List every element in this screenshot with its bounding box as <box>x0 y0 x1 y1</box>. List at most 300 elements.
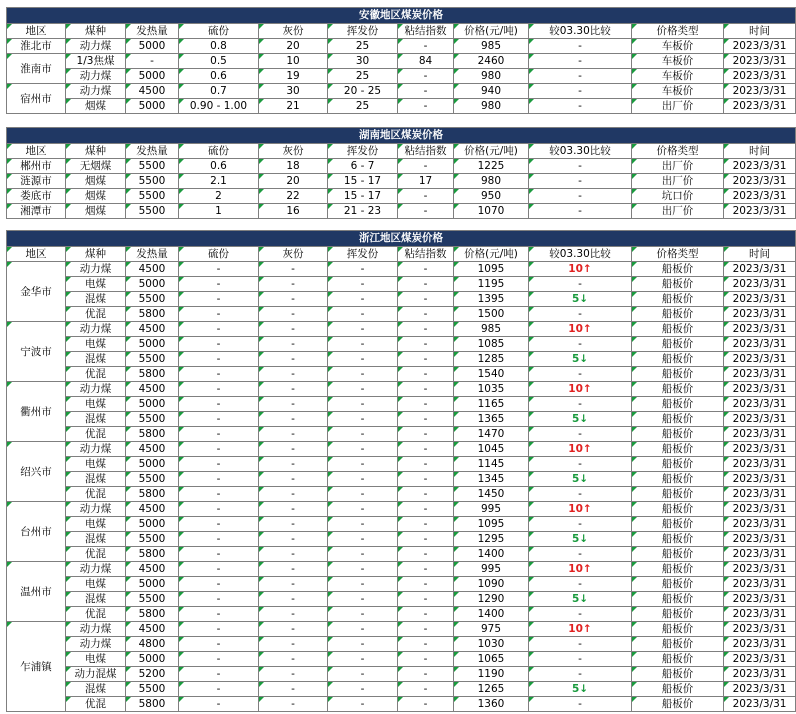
price-cell: 1365 <box>454 412 529 427</box>
date-cell: 2023/3/31 <box>724 547 796 562</box>
heat-value-cell: 4500 <box>126 382 179 397</box>
date-cell: 2023/3/31 <box>724 652 796 667</box>
coal-type-cell: 优混 <box>66 307 126 322</box>
price-type-cell: 船板价 <box>632 307 724 322</box>
column-header: 时间 <box>724 247 796 262</box>
price-cell: 980 <box>454 99 529 114</box>
table-row <box>7 322 796 337</box>
price-type-cell: 船板价 <box>632 442 724 457</box>
change-value: 5 <box>571 293 580 305</box>
table-row <box>7 652 796 667</box>
change-value: 5 <box>571 533 580 545</box>
date-cell: 2023/3/31 <box>724 622 796 637</box>
caking-index-cell: - <box>398 352 454 367</box>
date-cell: 2023/3/31 <box>724 412 796 427</box>
ash-cell: - <box>259 562 328 577</box>
ash-cell: - <box>259 592 328 607</box>
table-row <box>7 577 796 592</box>
volatile-cell: - <box>328 652 398 667</box>
caking-index-cell: - <box>398 637 454 652</box>
region-cell: 绍兴市 <box>7 442 66 502</box>
coal-type-cell: 1/3焦煤 <box>66 54 126 69</box>
coal-type-cell: 混煤 <box>66 532 126 547</box>
price-cell: 2460 <box>454 54 529 69</box>
date-cell: 2023/3/31 <box>724 322 796 337</box>
coal-type-cell: 无烟煤 <box>66 159 126 174</box>
change-cell: - <box>529 577 632 592</box>
heat-value-cell: 5800 <box>126 307 179 322</box>
date-cell: 2023/3/31 <box>724 517 796 532</box>
column-header: 价格类型 <box>632 144 724 159</box>
ash-cell: - <box>259 502 328 517</box>
caking-index-cell: - <box>398 412 454 427</box>
price-type-cell: 船板价 <box>632 517 724 532</box>
heat-value-cell: 5800 <box>126 607 179 622</box>
date-cell: 2023/3/31 <box>724 532 796 547</box>
arrow-up-icon: ↑ <box>582 263 592 275</box>
heat-value-cell: 5000 <box>126 69 179 84</box>
region-cell: 涟源市 <box>7 174 66 189</box>
sulfur-cell: 0.90 - 1.00 <box>179 99 259 114</box>
region-cell: 乍浦镇 <box>7 622 66 712</box>
price-cell: 1145 <box>454 457 529 472</box>
date-cell: 2023/3/31 <box>724 39 796 54</box>
sulfur-cell: - <box>179 607 259 622</box>
volatile-cell: - <box>328 442 398 457</box>
zhejiang-price-table <box>6 230 796 712</box>
column-header: 地区 <box>7 247 66 262</box>
sulfur-cell: - <box>179 667 259 682</box>
price-type-cell: 车板价 <box>632 39 724 54</box>
column-header: 粘结指数 <box>398 144 454 159</box>
table-row <box>7 472 796 487</box>
volatile-cell: - <box>328 517 398 532</box>
column-header: 时间 <box>724 144 796 159</box>
heat-value-cell: 5500 <box>126 532 179 547</box>
column-header: 粘结指数 <box>398 24 454 39</box>
change-value: 5 <box>571 683 580 695</box>
heat-value-cell: 5200 <box>126 667 179 682</box>
heat-value-cell: 5000 <box>126 99 179 114</box>
coal-type-cell: 电煤 <box>66 337 126 352</box>
heat-value-cell: 5500 <box>126 189 179 204</box>
arrow-down-icon: ↓ <box>579 413 589 425</box>
caking-index-cell: - <box>398 292 454 307</box>
change-cell: - <box>529 697 632 712</box>
volatile-cell: - <box>328 697 398 712</box>
table-title: 安徽地区煤炭价格 <box>7 8 796 24</box>
change-cell <box>529 442 632 457</box>
heat-value-cell: 5800 <box>126 427 179 442</box>
coal-type-cell: 电煤 <box>66 277 126 292</box>
column-header: 地区 <box>7 144 66 159</box>
column-header: 煤种 <box>66 247 126 262</box>
sulfur-cell: - <box>179 487 259 502</box>
ash-cell: - <box>259 292 328 307</box>
change-cell: - <box>529 397 632 412</box>
date-cell: 2023/3/31 <box>724 367 796 382</box>
heat-value-cell: 5500 <box>126 292 179 307</box>
price-cell: 1400 <box>454 547 529 562</box>
column-header: 较03.30比较 <box>529 144 632 159</box>
table-row <box>7 39 796 54</box>
sulfur-cell: 0.6 <box>179 69 259 84</box>
coal-type-cell: 优混 <box>66 487 126 502</box>
coal-type-cell: 动力煤 <box>66 442 126 457</box>
arrow-down-icon: ↓ <box>579 293 589 305</box>
volatile-cell: 30 <box>328 54 398 69</box>
change-cell: - <box>529 337 632 352</box>
change-cell: - <box>529 174 632 189</box>
price-cell: 980 <box>454 69 529 84</box>
ash-cell: - <box>259 427 328 442</box>
table-row <box>7 84 796 99</box>
column-header: 价格(元/吨) <box>454 144 529 159</box>
change-cell: - <box>529 652 632 667</box>
coal-type-cell: 混煤 <box>66 412 126 427</box>
caking-index-cell: - <box>398 577 454 592</box>
date-cell: 2023/3/31 <box>724 292 796 307</box>
table-row <box>7 337 796 352</box>
ash-cell: - <box>259 397 328 412</box>
volatile-cell: - <box>328 457 398 472</box>
column-header: 灰份 <box>259 247 328 262</box>
ash-cell: 18 <box>259 159 328 174</box>
price-type-cell: 出厂价 <box>632 159 724 174</box>
change-cell: - <box>529 487 632 502</box>
caking-index-cell: - <box>398 667 454 682</box>
caking-index-cell: - <box>398 69 454 84</box>
volatile-cell: - <box>328 502 398 517</box>
caking-index-cell: - <box>398 204 454 219</box>
change-cell <box>529 502 632 517</box>
ash-cell: - <box>259 682 328 697</box>
volatile-cell: - <box>328 682 398 697</box>
caking-index-cell: 84 <box>398 54 454 69</box>
change-value: 10 <box>568 443 583 455</box>
volatile-cell: 15 - 17 <box>328 189 398 204</box>
table-row <box>7 547 796 562</box>
coal-type-cell: 混煤 <box>66 682 126 697</box>
table-row <box>7 637 796 652</box>
table-row <box>7 307 796 322</box>
sulfur-cell: - <box>179 697 259 712</box>
ash-cell: - <box>259 532 328 547</box>
table-row <box>7 397 796 412</box>
ash-cell: - <box>259 367 328 382</box>
table-row <box>7 592 796 607</box>
price-cell: 985 <box>454 322 529 337</box>
coal-type-cell: 混煤 <box>66 592 126 607</box>
caking-index-cell: - <box>398 502 454 517</box>
heat-value-cell: 5000 <box>126 277 179 292</box>
heat-value-cell: 5000 <box>126 577 179 592</box>
caking-index-cell: - <box>398 532 454 547</box>
price-type-cell: 船板价 <box>632 487 724 502</box>
volatile-cell: - <box>328 577 398 592</box>
table-row <box>7 682 796 697</box>
price-type-cell: 船板价 <box>632 682 724 697</box>
caking-index-cell: - <box>398 189 454 204</box>
arrow-down-icon: ↓ <box>579 533 589 545</box>
arrow-down-icon: ↓ <box>579 473 589 485</box>
table-row <box>7 562 796 577</box>
caking-index-cell: - <box>398 427 454 442</box>
change-cell <box>529 352 632 367</box>
change-cell: - <box>529 84 632 99</box>
anhui-price-table <box>6 7 796 114</box>
volatile-cell: - <box>328 367 398 382</box>
ash-cell: - <box>259 337 328 352</box>
price-type-cell: 船板价 <box>632 382 724 397</box>
change-cell: - <box>529 307 632 322</box>
change-cell: - <box>529 159 632 174</box>
table-row <box>7 367 796 382</box>
table-row <box>7 69 796 84</box>
hunan-price-table <box>6 127 796 219</box>
caking-index-cell: 17 <box>398 174 454 189</box>
price-type-cell: 船板价 <box>632 352 724 367</box>
coal-type-cell: 烟煤 <box>66 189 126 204</box>
sulfur-cell: - <box>179 352 259 367</box>
date-cell: 2023/3/31 <box>724 204 796 219</box>
price-type-cell: 出厂价 <box>632 204 724 219</box>
price-cell: 1195 <box>454 277 529 292</box>
coal-type-cell: 优混 <box>66 697 126 712</box>
price-cell: 1295 <box>454 532 529 547</box>
price-cell: 1500 <box>454 307 529 322</box>
caking-index-cell: - <box>398 84 454 99</box>
price-type-cell: 船板价 <box>632 562 724 577</box>
table-row <box>7 174 796 189</box>
ash-cell: 30 <box>259 84 328 99</box>
change-value: 10 <box>568 323 583 335</box>
volatile-cell: 20 - 25 <box>328 84 398 99</box>
table-row <box>7 54 796 69</box>
caking-index-cell: - <box>398 277 454 292</box>
column-header: 较03.30比较 <box>529 24 632 39</box>
price-cell: 1165 <box>454 397 529 412</box>
sulfur-cell: 0.8 <box>179 39 259 54</box>
change-cell: - <box>529 457 632 472</box>
region-cell: 宿州市 <box>7 84 66 114</box>
price-cell: 1290 <box>454 592 529 607</box>
table-row <box>7 189 796 204</box>
column-header-row <box>7 247 796 262</box>
price-type-cell: 船板价 <box>632 457 724 472</box>
arrow-down-icon: ↓ <box>579 353 589 365</box>
price-type-cell: 船板价 <box>632 292 724 307</box>
date-cell: 2023/3/31 <box>724 592 796 607</box>
change-cell: - <box>529 607 632 622</box>
heat-value-cell: 5000 <box>126 517 179 532</box>
sulfur-cell: - <box>179 517 259 532</box>
coal-type-cell: 优混 <box>66 547 126 562</box>
heat-value-cell: 5500 <box>126 159 179 174</box>
sulfur-cell: - <box>179 382 259 397</box>
date-cell: 2023/3/31 <box>724 352 796 367</box>
change-cell <box>529 412 632 427</box>
change-value: 5 <box>571 593 580 605</box>
column-header: 价格(元/吨) <box>454 24 529 39</box>
table-title-row <box>7 8 796 24</box>
sulfur-cell: - <box>179 652 259 667</box>
ash-cell: - <box>259 607 328 622</box>
ash-cell: - <box>259 352 328 367</box>
region-cell: 淮南市 <box>7 54 66 84</box>
change-cell <box>529 592 632 607</box>
change-cell: - <box>529 517 632 532</box>
coal-type-cell: 优混 <box>66 367 126 382</box>
caking-index-cell: - <box>398 39 454 54</box>
region-cell: 淮北市 <box>7 39 66 54</box>
price-cell: 985 <box>454 39 529 54</box>
volatile-cell: 15 - 17 <box>328 174 398 189</box>
caking-index-cell: - <box>398 622 454 637</box>
change-value: 10 <box>568 563 583 575</box>
volatile-cell: 25 <box>328 39 398 54</box>
table-row <box>7 487 796 502</box>
date-cell: 2023/3/31 <box>724 84 796 99</box>
price-cell: 995 <box>454 502 529 517</box>
table-row <box>7 427 796 442</box>
price-cell: 1360 <box>454 697 529 712</box>
date-cell: 2023/3/31 <box>724 637 796 652</box>
volatile-cell: - <box>328 337 398 352</box>
volatile-cell: - <box>328 547 398 562</box>
date-cell: 2023/3/31 <box>724 307 796 322</box>
price-cell: 1030 <box>454 637 529 652</box>
sulfur-cell: - <box>179 622 259 637</box>
volatile-cell: - <box>328 607 398 622</box>
price-cell: 1035 <box>454 382 529 397</box>
coal-type-cell: 动力煤 <box>66 637 126 652</box>
sulfur-cell: - <box>179 547 259 562</box>
sulfur-cell: - <box>179 307 259 322</box>
sulfur-cell: - <box>179 577 259 592</box>
region-cell: 衢州市 <box>7 382 66 442</box>
ash-cell: - <box>259 412 328 427</box>
caking-index-cell: - <box>398 397 454 412</box>
coal-type-cell: 电煤 <box>66 577 126 592</box>
volatile-cell: - <box>328 382 398 397</box>
sulfur-cell: - <box>179 292 259 307</box>
coal-type-cell: 动力煤 <box>66 84 126 99</box>
price-cell: 940 <box>454 84 529 99</box>
column-header: 地区 <box>7 24 66 39</box>
column-header: 较03.30比较 <box>529 247 632 262</box>
price-cell: 1225 <box>454 159 529 174</box>
caking-index-cell: - <box>398 652 454 667</box>
price-type-cell: 船板价 <box>632 652 724 667</box>
change-cell: - <box>529 189 632 204</box>
caking-index-cell: - <box>398 682 454 697</box>
arrow-up-icon: ↑ <box>582 623 592 635</box>
heat-value-cell: 5500 <box>126 204 179 219</box>
change-cell: - <box>529 667 632 682</box>
volatile-cell: - <box>328 397 398 412</box>
change-cell <box>529 472 632 487</box>
sulfur-cell: - <box>179 322 259 337</box>
ash-cell: 21 <box>259 99 328 114</box>
price-type-cell: 车板价 <box>632 84 724 99</box>
date-cell: 2023/3/31 <box>724 667 796 682</box>
price-type-cell: 船板价 <box>632 322 724 337</box>
change-cell: - <box>529 39 632 54</box>
heat-value-cell: 5800 <box>126 487 179 502</box>
date-cell: 2023/3/31 <box>724 682 796 697</box>
table-row <box>7 532 796 547</box>
volatile-cell: - <box>328 667 398 682</box>
date-cell: 2023/3/31 <box>724 337 796 352</box>
coal-type-cell: 烟煤 <box>66 99 126 114</box>
date-cell: 2023/3/31 <box>724 54 796 69</box>
column-header: 价格类型 <box>632 24 724 39</box>
volatile-cell: - <box>328 562 398 577</box>
heat-value-cell: 5000 <box>126 652 179 667</box>
ash-cell: - <box>259 277 328 292</box>
volatile-cell: - <box>328 487 398 502</box>
table-title-row <box>7 128 796 144</box>
date-cell: 2023/3/31 <box>724 262 796 277</box>
price-cell: 995 <box>454 562 529 577</box>
date-cell: 2023/3/31 <box>724 427 796 442</box>
price-cell: 1400 <box>454 607 529 622</box>
coal-type-cell: 动力煤 <box>66 562 126 577</box>
sulfur-cell: 0.6 <box>179 159 259 174</box>
arrow-up-icon: ↑ <box>582 443 592 455</box>
column-header-row <box>7 144 796 159</box>
ash-cell: - <box>259 307 328 322</box>
volatile-cell: 25 <box>328 99 398 114</box>
heat-value-cell: 4500 <box>126 622 179 637</box>
sulfur-cell: 0.5 <box>179 54 259 69</box>
date-cell: 2023/3/31 <box>724 607 796 622</box>
column-header: 煤种 <box>66 144 126 159</box>
volatile-cell: - <box>328 532 398 547</box>
sulfur-cell: - <box>179 262 259 277</box>
column-header: 价格类型 <box>632 247 724 262</box>
ash-cell: - <box>259 622 328 637</box>
sulfur-cell: 0.7 <box>179 84 259 99</box>
ash-cell: 20 <box>259 174 328 189</box>
date-cell: 2023/3/31 <box>724 277 796 292</box>
region-cell: 湘潭市 <box>7 204 66 219</box>
price-cell: 980 <box>454 174 529 189</box>
ash-cell: 19 <box>259 69 328 84</box>
heat-value-cell: 5800 <box>126 697 179 712</box>
column-header: 挥发份 <box>328 24 398 39</box>
price-cell: 1395 <box>454 292 529 307</box>
caking-index-cell: - <box>398 307 454 322</box>
price-cell: 1085 <box>454 337 529 352</box>
price-type-cell: 船板价 <box>632 502 724 517</box>
caking-index-cell: - <box>398 382 454 397</box>
volatile-cell: - <box>328 352 398 367</box>
caking-index-cell: - <box>398 487 454 502</box>
table-row <box>7 442 796 457</box>
change-value: 10 <box>568 383 583 395</box>
ash-cell: - <box>259 382 328 397</box>
coal-type-cell: 电煤 <box>66 652 126 667</box>
ash-cell: - <box>259 547 328 562</box>
table-row <box>7 99 796 114</box>
sulfur-cell: - <box>179 682 259 697</box>
change-cell: - <box>529 277 632 292</box>
column-header: 粘结指数 <box>398 247 454 262</box>
coal-type-cell: 电煤 <box>66 397 126 412</box>
ash-cell: - <box>259 457 328 472</box>
